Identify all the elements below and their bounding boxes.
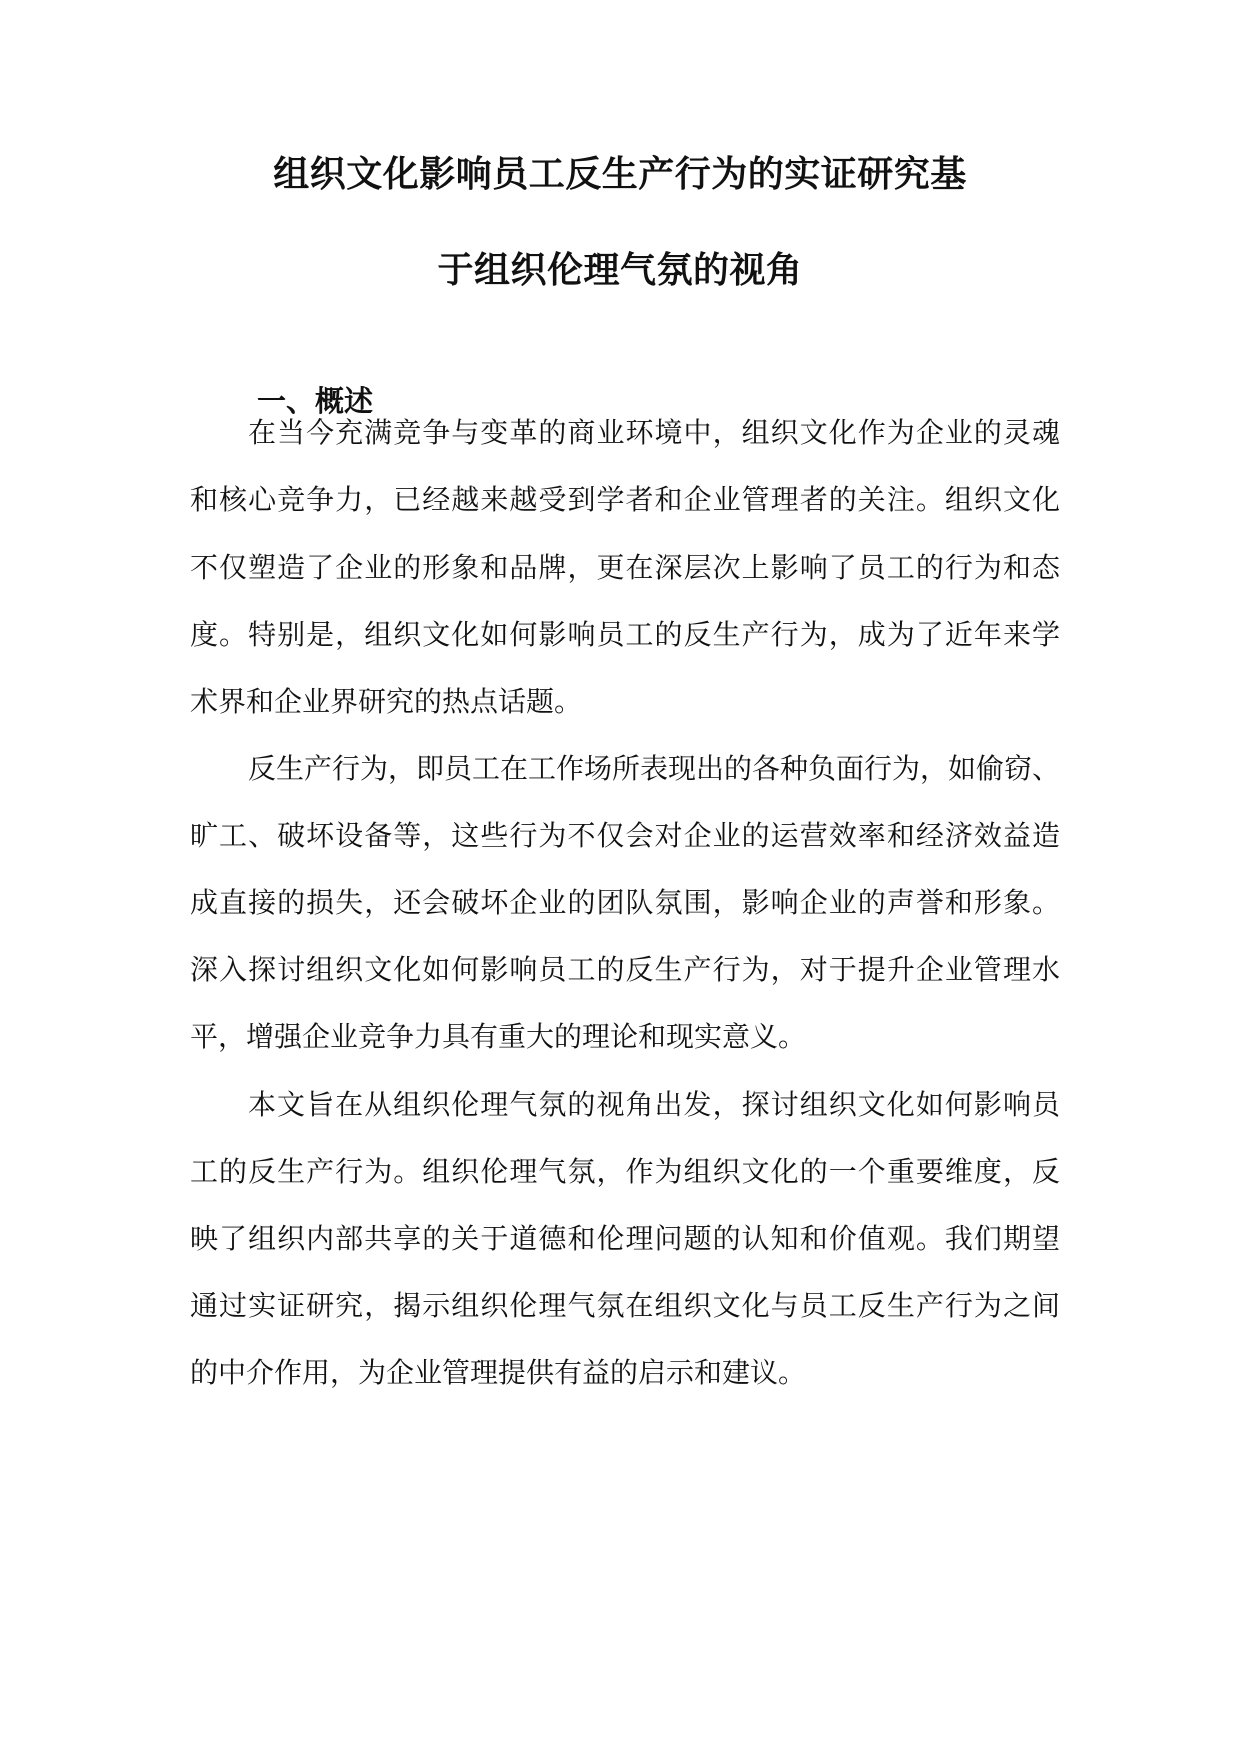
paragraph-line: 工的反生产行为。组织伦理气氛，作为组织文化的一个重要维度，反: [190, 1155, 1060, 1188]
paragraph-line: 平，增强企业竞争力具有重大的理论和现实意义。: [190, 1020, 807, 1053]
paragraph-line: 映了组织内部共享的关于道德和伦理问题的认知和价值观。我们期望: [190, 1222, 1060, 1255]
paragraph-line: 度。特别是，组织文化如何影响员工的反生产行为，成为了近年来学: [190, 618, 1060, 651]
paragraph-line: 术界和企业界研究的热点话题。: [190, 685, 583, 718]
document-title-line-1: 组织文化影响员工反生产行为的实证研究基: [273, 154, 967, 195]
paragraph-line: 不仅塑造了企业的形象和品牌，更在深层次上影响了员工的行为和态: [190, 551, 1060, 584]
paragraph-line: 旷工、破坏设备等，这些行为不仅会对企业的运营效率和经济效益造: [190, 819, 1060, 852]
section-heading: 一、概述: [257, 384, 374, 418]
document-title-line-2: 于组织伦理气氛的视角: [437, 250, 803, 291]
paragraph-line: 通过实证研究，揭示组织伦理气氛在组织文化与员工反生产行为之间: [190, 1289, 1060, 1322]
paragraph-line: 的中介作用，为企业管理提供有益的启示和建议。: [190, 1356, 807, 1389]
paragraph-line: 和核心竞争力，已经越来越受到学者和企业管理者的关注。组织文化: [190, 483, 1060, 516]
paragraph-line: 反生产行为，即员工在工作场所表现出的各种负面行为，如偷窃、: [248, 752, 1061, 785]
paragraph-line: 在当今充满竞争与变革的商业环境中，组织文化作为企业的灵魂: [248, 416, 1060, 449]
paragraph-line: 成直接的损失，还会破坏企业的团队氛围，影响企业的声誉和形象。: [190, 886, 1060, 919]
paragraph-line: 本文旨在从组织伦理气氛的视角出发，探讨组织文化如何影响员: [248, 1088, 1060, 1121]
paragraph-line: 深入探讨组织文化如何影响员工的反生产行为，对于提升企业管理水: [190, 953, 1060, 986]
